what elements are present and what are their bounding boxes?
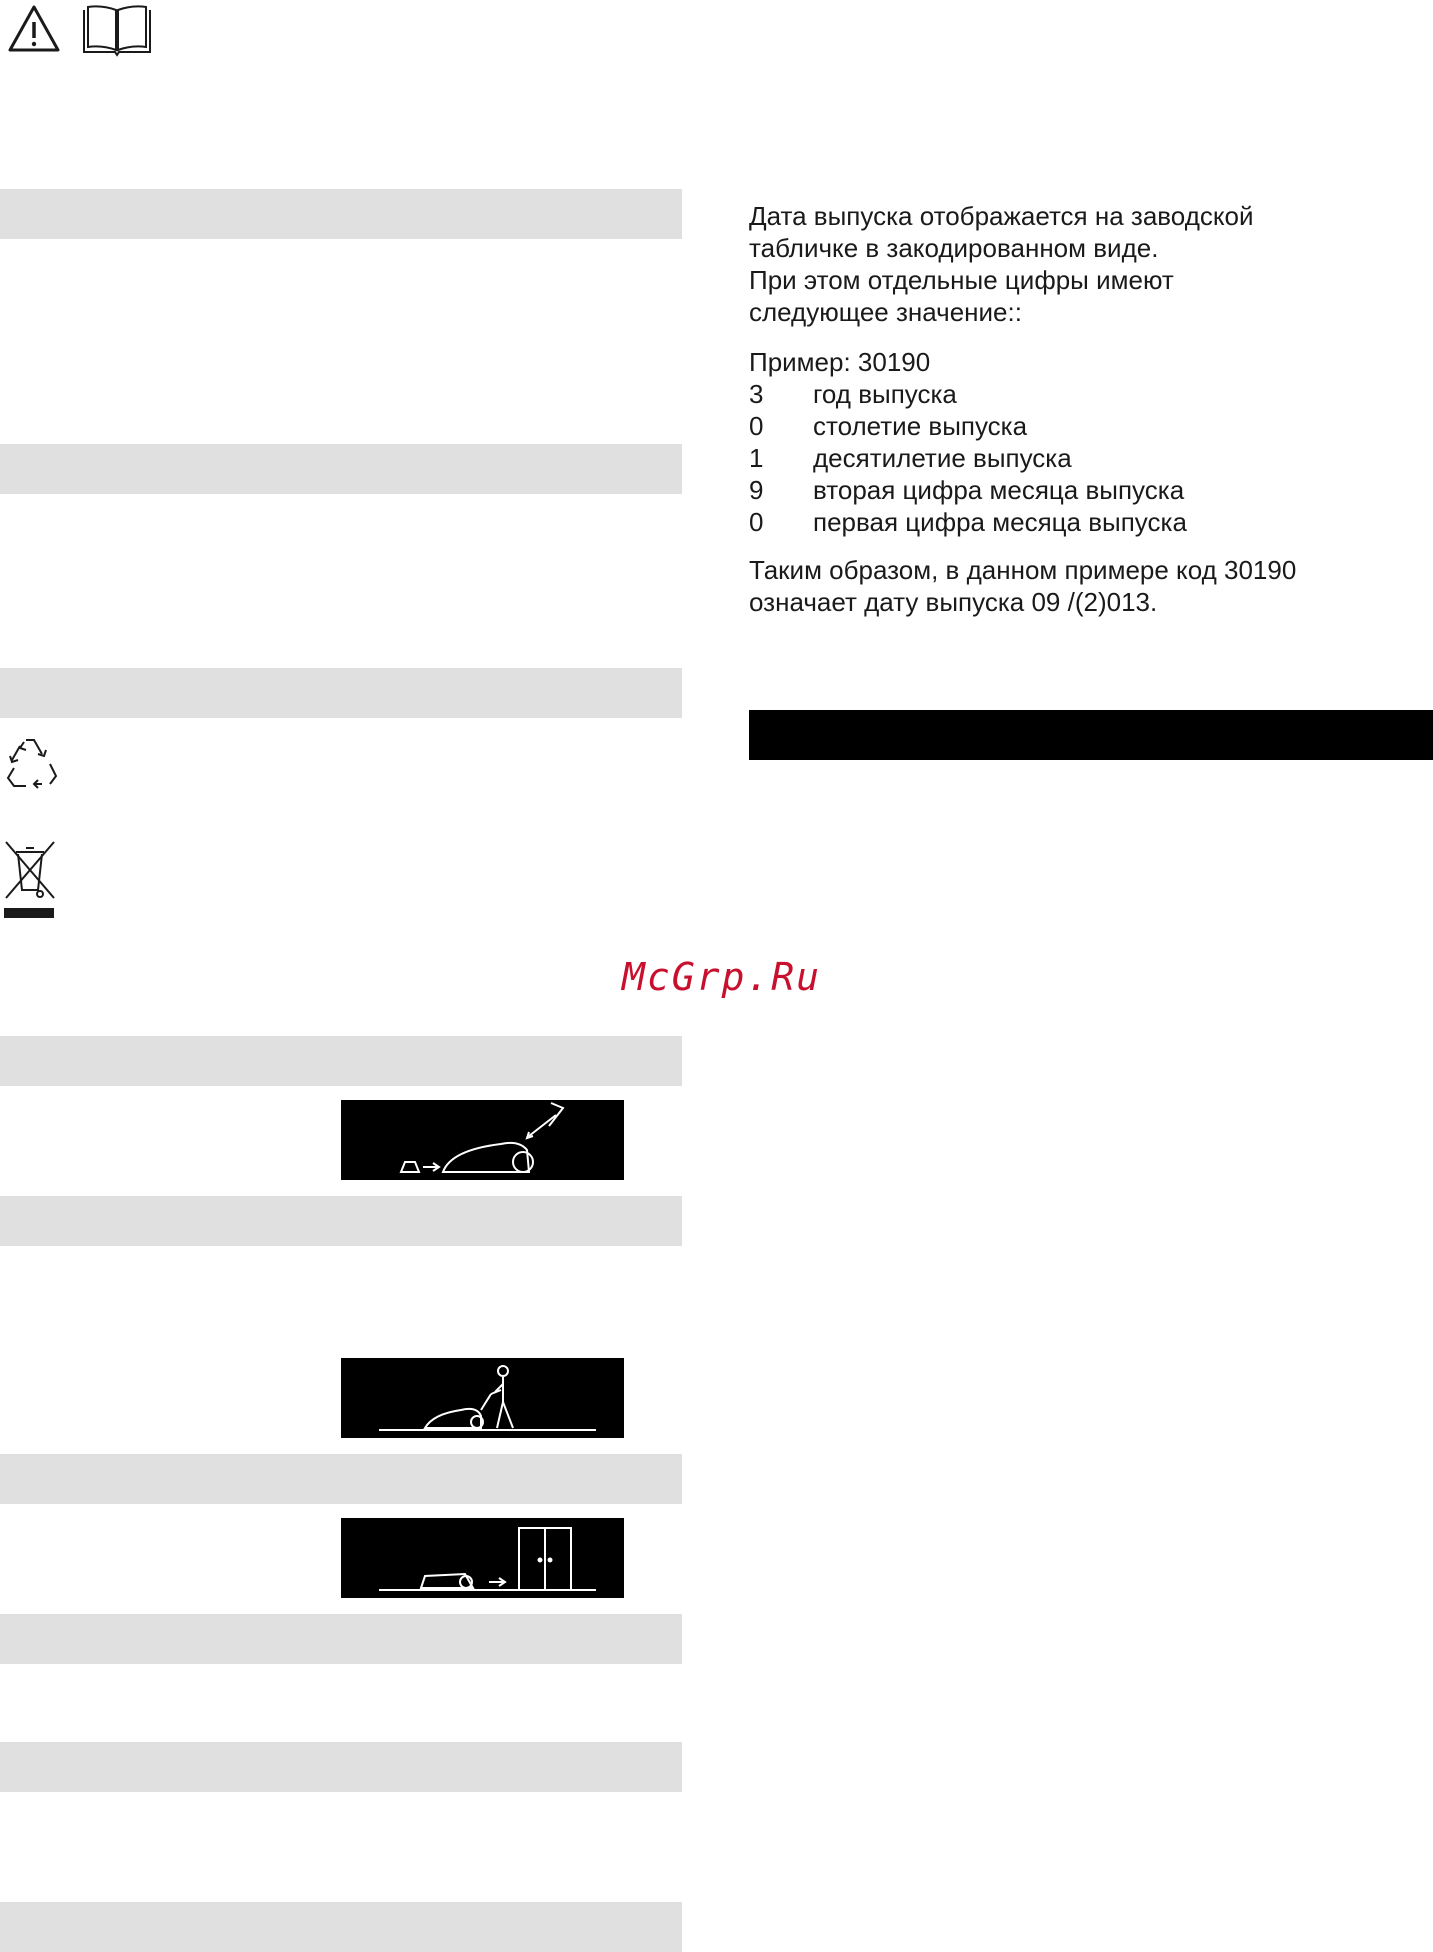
- production-date-conclusion: [749, 554, 1409, 618]
- digit-row: [749, 506, 1187, 538]
- watermark: McGrp.Ru: [622, 955, 822, 999]
- intro-line: следующее значение::: [749, 297, 1022, 327]
- intro-line: Дата выпуска отображается на заводской: [749, 201, 1254, 231]
- section-header-bar: [0, 1196, 682, 1246]
- warning-triangle-icon: [7, 4, 61, 59]
- intro-line: При этом отдельные цифры имеют: [749, 265, 1174, 295]
- digit: 0: [749, 507, 764, 537]
- digit-row: [749, 378, 1187, 410]
- conclusion-line: означает дату выпуска 09 /(2)013.: [749, 587, 1158, 617]
- digit-row: [749, 442, 1187, 474]
- section-header-black-bar: [749, 710, 1433, 760]
- example-label: Пример: 30190: [749, 347, 931, 377]
- section-header-bar: [0, 444, 682, 494]
- weee-crossed-bin-icon: [4, 838, 56, 925]
- intro-line: табличке в закодированном виде.: [749, 233, 1159, 263]
- section-header-bar: [0, 1454, 682, 1504]
- digit-row: [749, 410, 1187, 442]
- production-date-intro: [749, 200, 1409, 328]
- recycle-icon: [4, 734, 60, 797]
- section-header-bar: [0, 668, 682, 718]
- digit-meaning: год выпуска: [813, 379, 957, 409]
- person-pushing-mower-illustration: [341, 1358, 624, 1438]
- digit-meaning: столетие выпуска: [813, 411, 1028, 441]
- digit: 3: [749, 379, 764, 409]
- mower-storage-illustration: [341, 1518, 624, 1598]
- section-header-bar: [0, 1742, 682, 1792]
- section-header-bar: [0, 1902, 682, 1952]
- digit-meaning: десятилетие выпуска: [813, 443, 1072, 473]
- section-header-bar: [0, 1036, 682, 1086]
- digit-meaning: первая цифра месяца выпуска: [813, 507, 1187, 537]
- digit-meaning: вторая цифра месяца выпуска: [813, 475, 1185, 505]
- digit: 9: [749, 475, 764, 505]
- digit: 0: [749, 411, 764, 441]
- section-header-bar: [0, 189, 682, 239]
- digit: 1: [749, 443, 764, 473]
- section-header-bar: [0, 1614, 682, 1664]
- conclusion-line: Таким образом, в данном примере код 30190: [749, 555, 1297, 585]
- digit-legend: [749, 378, 1187, 538]
- mower-grass-bag-illustration: [341, 1100, 624, 1180]
- digit-row: [749, 474, 1187, 506]
- manual-book-icon: [80, 4, 154, 63]
